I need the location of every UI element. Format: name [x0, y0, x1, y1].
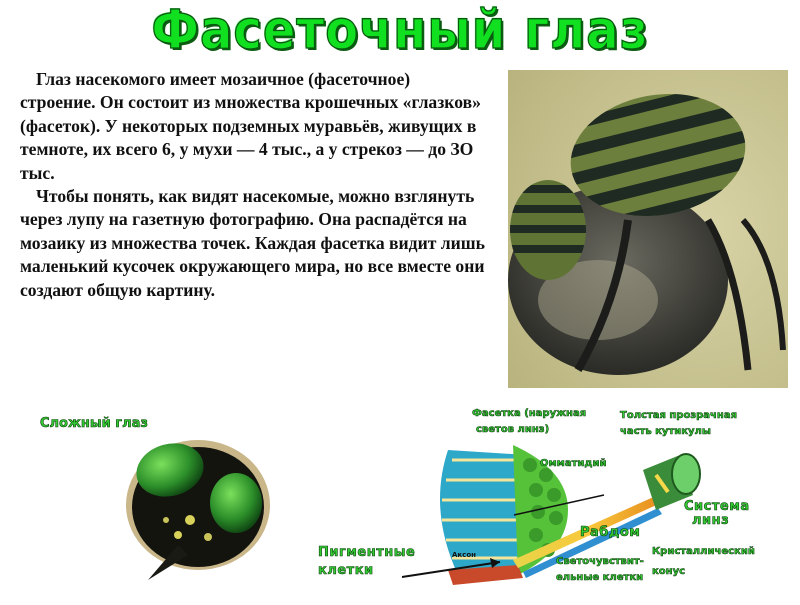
label-facet-line2: светов линз): [476, 424, 550, 435]
label-crystal-cone: Кристаллический: [652, 546, 755, 557]
label-cornea: Толстая прозрачная: [620, 410, 737, 421]
label-crystal-cone-line2: конус: [652, 566, 686, 577]
label-photoreceptor: Светочувствит-: [556, 556, 644, 567]
label-crystal-lens-line2: линз: [692, 513, 730, 528]
label-cornea-line2: часть кутикулы: [620, 426, 711, 437]
label-pigment-cells-line2: клетки: [318, 563, 374, 578]
label-photoreceptor-line2: ельные клетки: [556, 572, 644, 583]
label-pigment-cells: Пигментные: [318, 545, 416, 560]
label-facet: Фасетка (наружная: [472, 408, 587, 419]
label-complex-eye: Сложный глаз: [40, 416, 148, 431]
label-ommatidium: Омматидий: [540, 458, 607, 469]
paragraph-2: Чтобы понять, как видят насекомые, можно взглянуть через лупу на газетную фотографию. Она распадётся на мозаику из множества точек. Каждая фасетка видит лишь маленький кусочек окружающего мира, но все вместе они создают общую картину.: [20, 186, 485, 300]
page-title: Фасеточный глаз: [151, 0, 649, 62]
label-crystal-lens: Система: [684, 499, 750, 514]
label-axon: Аксон: [452, 551, 476, 559]
paragraph-1: Глаз насекомого имеет мозаичное (фасеточное) строение. Он состоит из множества крошечных «глазков» (фасеток). У некоторых подземных муравьёв, живущих в темноте, их всего 6, у мухи — 4 тыс., а у стрекоз — до ЗО тыс.: [20, 69, 481, 183]
label-rhabdom: Рабдом: [580, 525, 641, 540]
